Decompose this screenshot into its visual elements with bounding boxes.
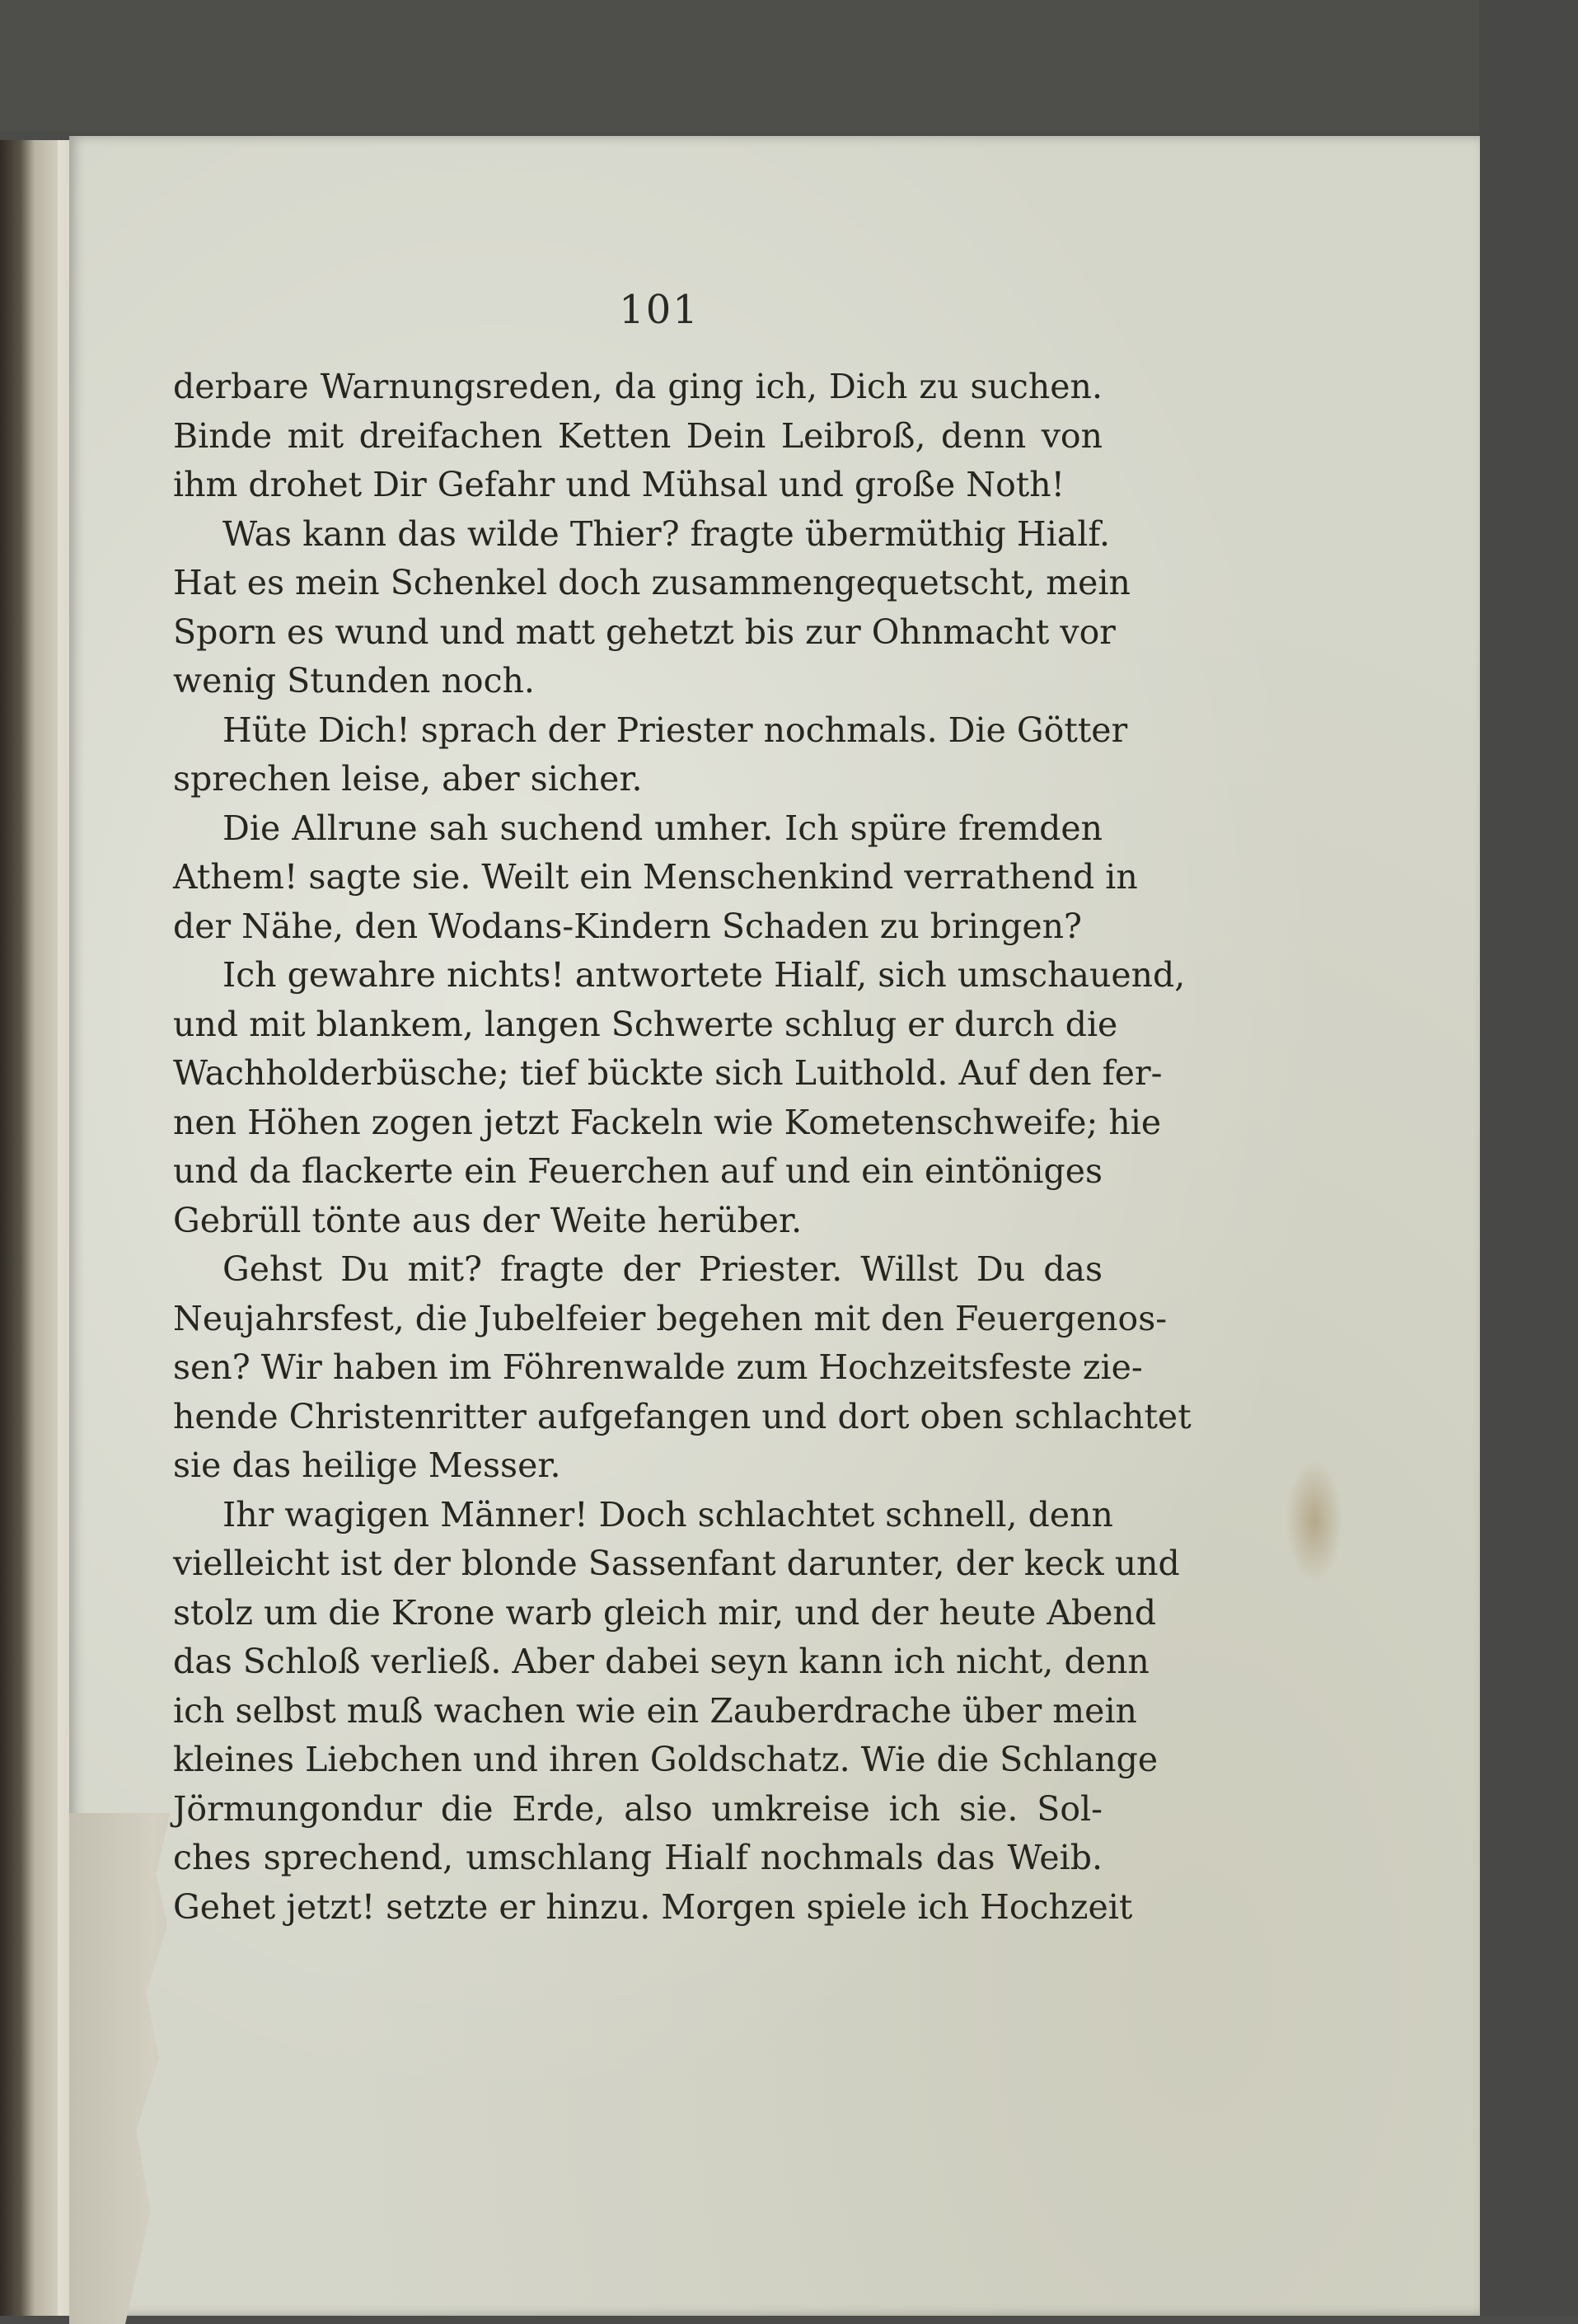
text-line: Was kann das wilde Thier? fragte übermüthig Hialf.	[222, 513, 1111, 554]
text-line: sie das heilige Messer.	[173, 1445, 561, 1485]
text-line: hende Christenritter aufgefangen und dort oben schlachtet	[173, 1396, 1192, 1436]
text-line: und mit blankem, langen Schwerte schlug er durch die	[173, 1004, 1118, 1044]
text-line: das Schloß verließ. Aber dabei seyn kann ich nicht, denn	[173, 1642, 1150, 1681]
text-line: ich selbst muß wachen wie ein Zauberdrache über mein	[173, 1690, 1137, 1731]
text-line: Gebrüll tönte aus der Weite herüber.	[173, 1200, 803, 1240]
scan-background	[0, 0, 1578, 132]
text-line: vielleicht ist der blonde Sassenfant darunter, der keck und	[173, 1544, 1180, 1583]
text-line: Binde mit dreifachen Ketten Dein Leibroß, denn von	[173, 415, 1103, 456]
text-line: sprechen leise, aber sicher.	[173, 759, 643, 799]
text-line: ihm drohet Dir Gefahr und Mühsal und große Noth!	[173, 465, 1065, 504]
text-line: sen? Wir haben im Föhrenwalde zum Hochzeitsfeste zie-	[173, 1347, 1143, 1387]
text-line: Ich gewahre nichts! antwortete Hialf, sich umschauend,	[222, 955, 1186, 995]
text-line: nen Höhen zogen jetzt Fackeln wie Kometenschweife; hie	[173, 1102, 1162, 1142]
text-line: Hüte Dich! sprach der Priester nochmals. Die Götter	[222, 710, 1128, 750]
text-line: ches sprechend, umschlang Hialf nochmals das Weib.	[173, 1838, 1103, 1877]
scan-background-right	[1479, 0, 1578, 2316]
text-line: wenig Stunden noch.	[173, 661, 535, 700]
text-line: derbare Warnungsreden, da ging ich, Dich zu suchen.	[173, 367, 1103, 406]
page-number: 101	[619, 287, 700, 333]
text-line: Gehst Du mit? fragte der Priester. Willst Du das	[222, 1249, 1103, 1289]
text-line: Hat es mein Schenkel doch zusammengequetscht, mein	[173, 563, 1131, 602]
text-line: Gehet jetzt! setzte er hinzu. Morgen spiele ich Hochzeit	[173, 1886, 1133, 1927]
body-text	[173, 363, 1192, 1932]
text-line: Die Allrune sah suchend umher. Ich spüre fremden	[222, 808, 1103, 848]
text-line: Athem! sagte sie. Weilt ein Menschenkind verrathend in	[173, 857, 1138, 897]
text-line: Neujahrsfest, die Jubelfeier begehen mit den Feuergenos-	[173, 1298, 1168, 1338]
text-line: stolz um die Krone warb gleich mir, und der heute Abend	[173, 1592, 1157, 1633]
text-line: kleines Liebchen und ihren Goldschatz. Wie die Schlange	[173, 1740, 1159, 1779]
text-line: der Nähe, den Wodans-Kindern Schaden zu bringen?	[173, 906, 1083, 946]
text-line: Jörmungondur die Erde, also umkreise ich sie. Sol-	[173, 1788, 1103, 1829]
text-line: und da flackerte ein Feuerchen auf und ein eintöniges	[173, 1151, 1103, 1191]
text-line: Ihr wagigen Männer! Doch schlachtet schnell, denn	[222, 1494, 1113, 1534]
text-line: Wachholderbüsche; tief bückte sich Luithold. Auf den fer-	[173, 1053, 1163, 1093]
text-line: Sporn es wund und matt gehetzt bis zur Ohnmacht vor	[173, 611, 1116, 652]
